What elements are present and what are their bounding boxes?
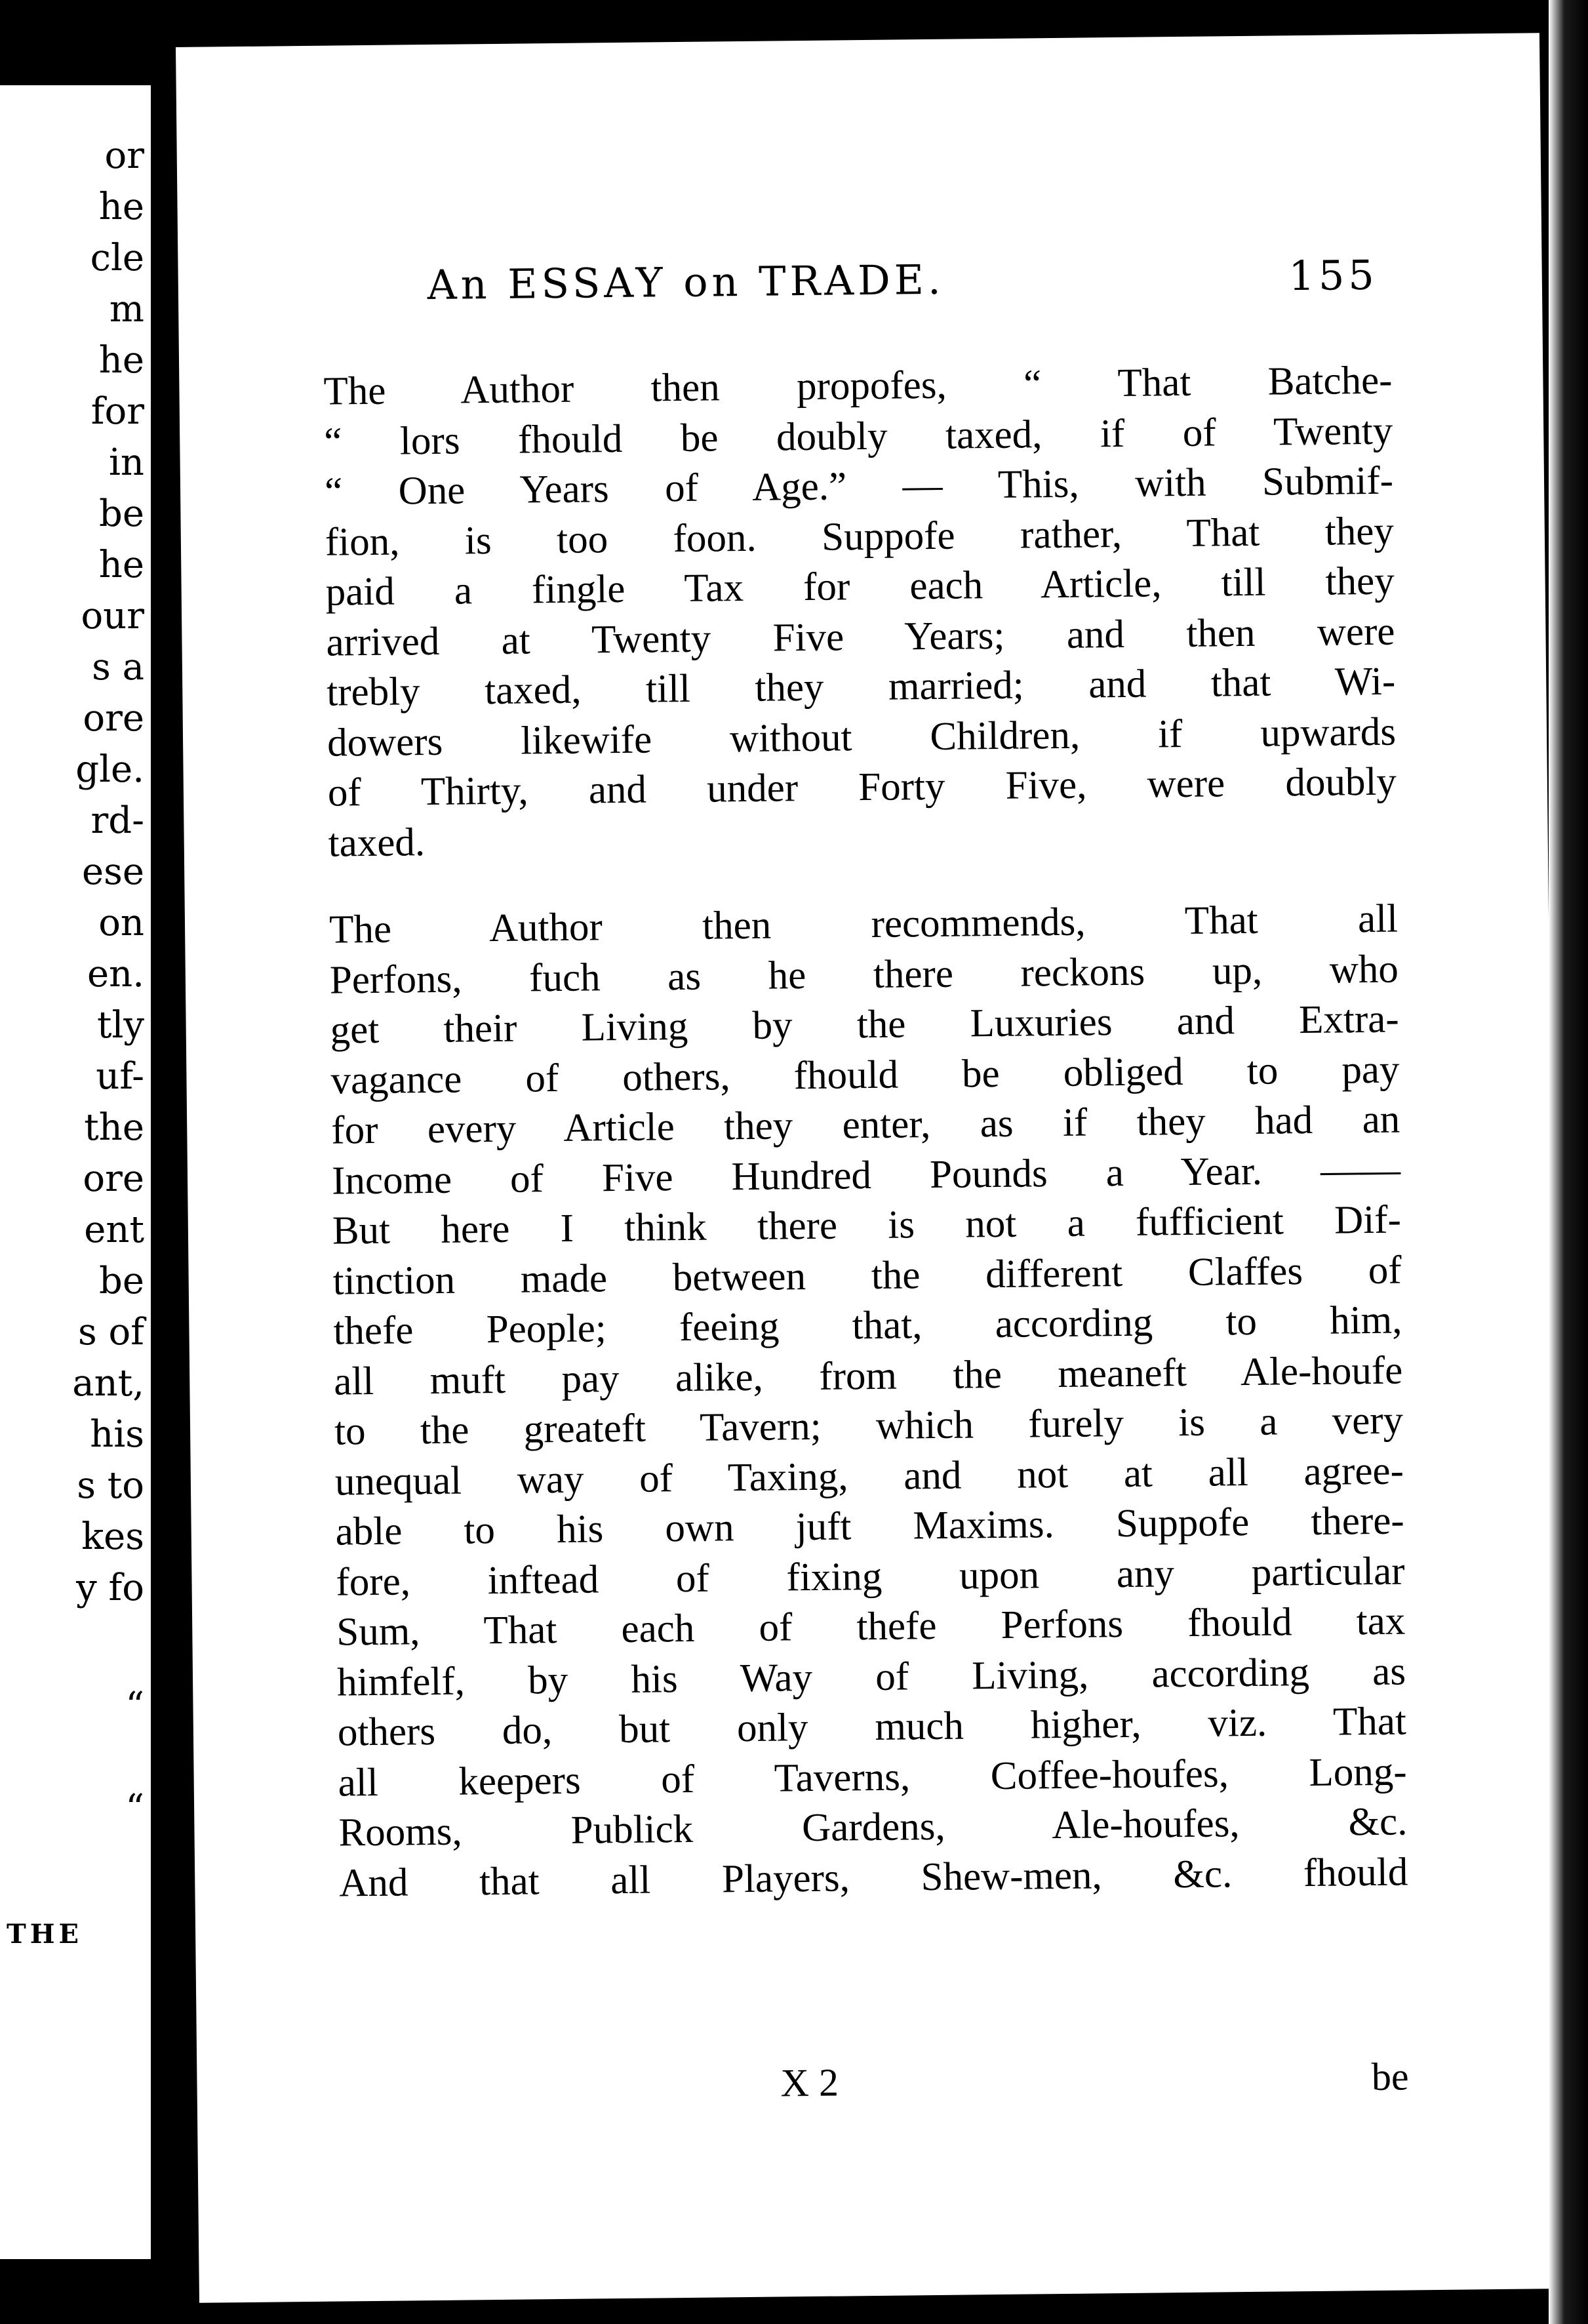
fragment-line: y fo: [76, 1567, 144, 1609]
page-edge-shadow: [1549, 0, 1588, 2324]
fragment-line: cle: [90, 237, 144, 279]
fragment-line: ent: [84, 1209, 144, 1251]
text-line: others do, but only much higher, viz. That: [337, 1699, 1407, 1755]
fragment-line: on: [98, 902, 144, 944]
text-line: Income of Five Hundred Pounds a Year. ——: [331, 1148, 1401, 1203]
fragment-line: the: [84, 1106, 144, 1149]
fragment-line: be: [99, 1260, 144, 1302]
text-line: And that all Players, Shew-men, &c. fhould: [338, 1849, 1408, 1906]
text-line: fore, inftead of fixing upon any particular: [336, 1549, 1405, 1605]
fragment-line: his: [90, 1413, 144, 1456]
text-line: But here I think there is not a fufficient Dif-: [332, 1197, 1402, 1253]
fragment-line: he: [98, 339, 144, 382]
fragment-line: kes: [81, 1515, 144, 1558]
text-line: of Thirty, and under Forty Five, were doubly: [327, 759, 1397, 815]
text-line: Sum, That each of thefe Perfons fhould tax: [336, 1599, 1406, 1654]
book-page: [176, 33, 1563, 2303]
text-line: The Author then recommends, That all: [328, 896, 1399, 952]
fragment-line: gle.: [75, 748, 144, 791]
text-line: arrived at Twenty Five Years; and then were: [326, 609, 1395, 665]
fragment-line: ese: [81, 851, 144, 893]
fragment-line: “: [125, 1787, 144, 1830]
facing-page-fragment: [0, 85, 151, 2259]
text-line: trebly taxed, till they married; and that Wi-: [326, 659, 1396, 715]
fragment-line: ore: [83, 1157, 144, 1200]
text-line: Perfons, fuch as he there reckons up, who: [329, 947, 1399, 1003]
body-text: [323, 356, 1408, 1909]
text-line: taxed.: [328, 820, 426, 866]
fragment-line: he: [98, 544, 144, 586]
text-line: paid a fingle Tax for each Article, till they: [325, 559, 1395, 614]
text-line: all muft pay alike, from the meaneft Ale-houfe: [333, 1348, 1403, 1404]
fragment-line: be: [99, 492, 144, 535]
fragment-line: s of: [78, 1311, 144, 1353]
fragment-line: en.: [87, 953, 144, 995]
text-line: fion, is too foon. Suppofe rather, That they: [325, 509, 1395, 565]
fragment-line: tly: [96, 1004, 144, 1047]
text-line: all keepers of Taverns, Coffee-houfes, Long-: [338, 1749, 1407, 1805]
fragment-line: ant,: [72, 1362, 144, 1405]
fragment-line: or: [104, 134, 144, 177]
fragment-line: rd-: [90, 799, 144, 842]
signature-mark: X 2: [780, 2060, 839, 2105]
catchword: be: [1371, 2054, 1409, 2099]
text-line: vagance of others, fhould be obliged to pay: [330, 1047, 1400, 1103]
fragment-line: “: [125, 1685, 144, 1727]
fragment-line: in: [109, 441, 144, 484]
facing-page-catchword: THE: [7, 1919, 83, 1950]
text-line: to the greateft Tavern; which furely is a very: [334, 1398, 1404, 1454]
page-number: 155: [1288, 250, 1379, 300]
fragment-line: our: [81, 595, 144, 637]
text-line: The Author then propofes, “ That Batche-: [323, 358, 1393, 414]
text-line: Rooms, Publick Gardens, Ale-houfes, &c.: [338, 1799, 1408, 1855]
text-line: “ One Years of Age.” — This, with Submif-: [324, 458, 1394, 514]
text-line: tinction made between the different Claffes of: [332, 1248, 1402, 1304]
fragment-line: s a: [92, 646, 144, 689]
text-line: able to his own juft Maxims. Suppofe there-: [335, 1498, 1404, 1554]
running-title: An ESSAY on TRADE.: [427, 255, 945, 309]
fragment-line: for: [90, 390, 144, 433]
text-line: “ lors fhould be doubly taxed, if of Twenty: [323, 409, 1393, 464]
text-line: unequal way of Taxing, and not at all agree-: [334, 1449, 1404, 1504]
fragment-line: s to: [77, 1464, 144, 1507]
fragment-line: uf-: [96, 1055, 144, 1098]
text-line: dowers likewife without Children, if upwards: [327, 710, 1397, 765]
text-line: get their Living by the Luxuries and Extra-: [330, 997, 1399, 1052]
text-line: thefe People; feeing that, according to him,: [333, 1298, 1402, 1353]
text-line: for every Article they enter, as if they had an: [330, 1097, 1400, 1153]
text-line: himfelf, by his Way of Living, according as: [336, 1649, 1406, 1705]
fragment-line: m: [109, 288, 144, 331]
fragment-line: ore: [83, 697, 144, 740]
fragment-line: he: [98, 186, 144, 228]
page-header: [427, 251, 1378, 309]
